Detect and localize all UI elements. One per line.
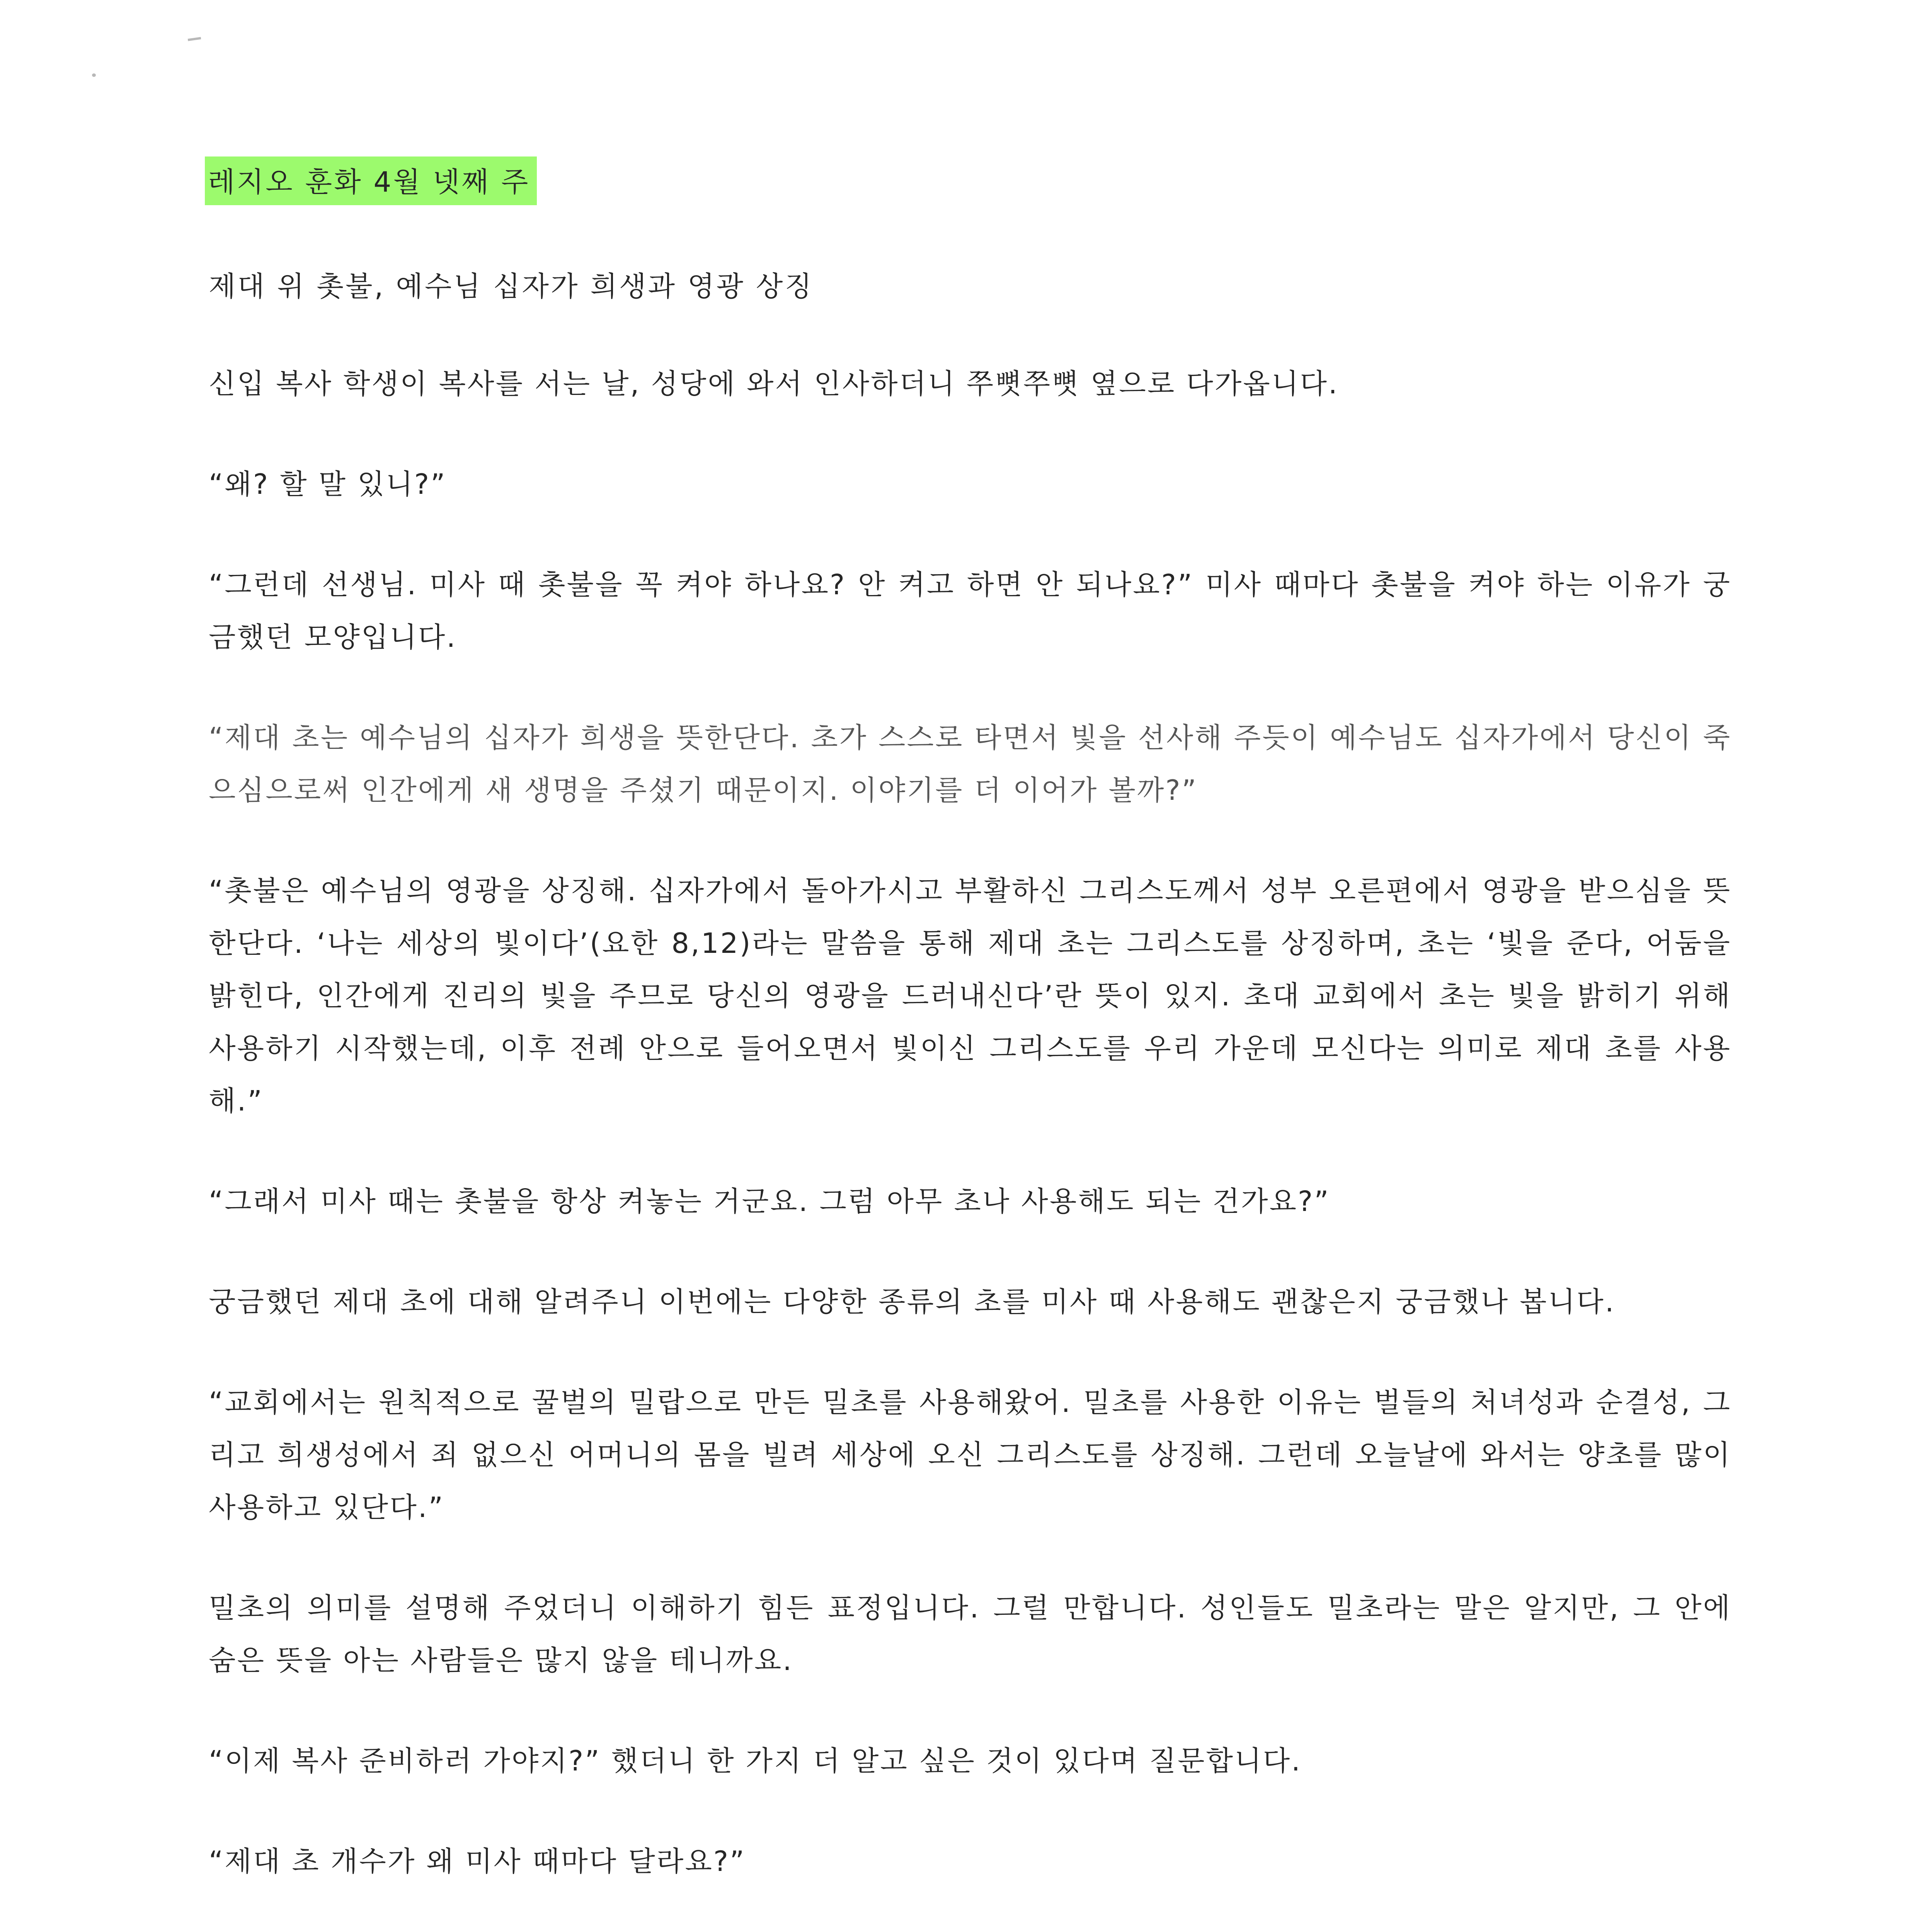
scan-speck	[92, 73, 96, 77]
paragraph-prepare-altar: “이제 복사 준비하러 가야지?” 했더니 한 가지 더 알고 싶은 것이 있다며 질문합니다.	[209, 1745, 1302, 1777]
paragraph-question-why: “왜? 할 말 있니?”	[209, 468, 447, 500]
paragraph-curiosity: 궁금했던 제대 초에 대해 알려주니 이번에는 다양한 종류의 초를 미사 때 사용해도 괜찮은지 궁금했나 봅니다.	[209, 1286, 1616, 1318]
paragraph-any-candle-question: “그래서 미사 때는 촛불을 항상 켜놓는 거군요. 그럼 아무 초나 사용해도 되는 건가요?”	[209, 1185, 1330, 1218]
document-subtitle: 제대 위 촛불, 예수님 십자가 희생과 영광 상징	[209, 270, 814, 303]
scan-speck	[188, 37, 201, 41]
title-row	[209, 156, 1731, 205]
document-title-highlighted: 레지오 훈화 4월 넷째 주	[205, 156, 537, 205]
document-body	[209, 156, 1731, 1932]
paragraph-glory-meaning: “촛불은 예수님의 영광을 상징해. 십자가에서 돌아가시고 부활하신 그리스도께서 성부 오른편에서 영광을 받으심을 뜻한단다. ‘나는 세상의 빛이다’(요한 8,12)라는 말씀을 통해 제대 초는 그리스도를 상징하며, 초는 ‘빛을 준다, 어둠을 밝힌다, 인간에게 진리의 빛을 주므로 당신의 영광을 드러내신다’란 뜻이 있지. 초대 교회에서 초는 빛을 밝히기 위해 사용하기 시작했는데, 이후 전례 안으로 들어오면서 빛이신 그리스도를 우리 가운데 모신다는 의미로 제대 초를 사용해.”	[209, 874, 1731, 1117]
paragraph-sacrifice-meaning: “제대 초는 예수님의 십자가 희생을 뜻한단다. 초가 스스로 타면서 빛을 선사해 주듯이 예수님도 십자가에서 당신이 죽으심으로써 인간에게 새 생명을 주셨기 때문이지. 이야기를 더 이어가 볼까?”	[209, 721, 1731, 806]
paragraph-candle-question: “그런데 선생님. 미사 때 촛불을 꼭 켜야 하나요? 안 켜고 하면 안 되나요?” 미사 때마다 촛불을 켜야 하는 이유가 궁금했던 모양입니다.	[209, 568, 1731, 653]
paragraph-count-question: “제대 초 개수가 왜 미사 때마다 달라요?”	[209, 1845, 746, 1878]
paragraph-intro: 신입 복사 학생이 복사를 서는 날, 성당에 와서 인사하더니 쭈뼛쭈뼛 옆으로 다가옵니다.	[209, 367, 1339, 400]
paragraph-beeswax: “교회에서는 원칙적으로 꿀벌의 밀랍으로 만든 밀초를 사용해왔어. 밀초를 사용한 이유는 벌들의 처녀성과 순결성, 그리고 희생성에서 죄 없으신 어머니의 몸을 빌려 세상에 오신 그리스도를 상징해. 그런데 오늘날에 와서는 양초를 많이 사용하고 있단다.”	[209, 1386, 1731, 1524]
paragraph-beeswax-explanation: 밀초의 의미를 설명해 주었더니 이해하기 힘든 표정입니다. 그럴 만합니다. 성인들도 밀초라는 말은 알지만, 그 안에 숨은 뜻을 아는 사람들은 많지 않을 테니까요.	[209, 1592, 1731, 1677]
